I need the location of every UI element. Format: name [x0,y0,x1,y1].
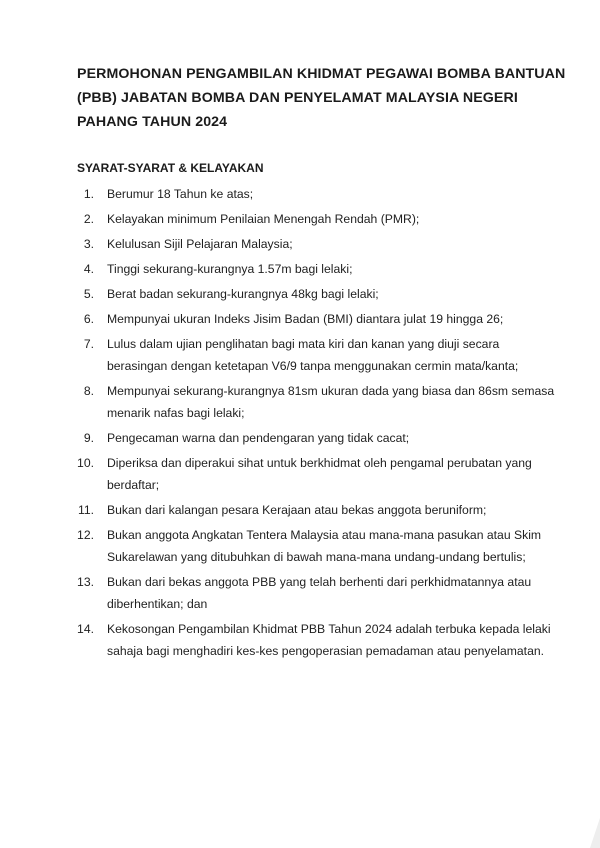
page-corner-mark [586,818,600,848]
requirement-text: sahaja bagi menghadiri kes-kes pengoperasian pemadaman atau penyelamatan. [107,644,545,658]
requirement-number: 13. [77,575,94,589]
requirement-number: 10. [77,456,94,470]
requirement-text: Bukan dari bekas anggota PBB yang telah berhenti dari perkhidmatannya atau [107,575,532,589]
requirement-text: Berumur 18 Tahun ke atas; [107,187,254,201]
requirement-text: menarik nafas bagi lelaki; [107,406,245,420]
requirement-text: diberhentikan; dan [107,597,208,611]
requirement-text: Diperiksa dan diperakui sihat untuk berkhidmat oleh pengamal perubatan yang [107,456,532,470]
requirement-text: Kelulusan Sijil Pelajaran Malaysia; [107,237,293,251]
requirement-number: 11. [77,503,94,517]
requirement-text: Kekosongan Pengambilan Khidmat PBB Tahun 2024 adalah terbuka kepada lelaki [107,622,551,636]
requirement-text: Berat badan sekurang-kurangnya 48kg bagi lelaki; [107,287,379,301]
requirement-number: 3. [83,237,94,251]
requirement-text: berasingan dengan ketetapan V6/9 tanpa menggunakan cermin mata/kanta; [107,359,519,373]
requirement-number: 2. [83,212,94,226]
requirement-text: Pengecaman warna dan pendengaran yang tidak cacat; [107,431,410,445]
requirement-number: 4. [83,262,94,276]
requirement-number: 9. [83,431,94,445]
requirement-number: 1. [83,187,94,201]
title-line: PERMOHONAN PENGAMBILAN KHIDMAT PEGAWAI BOMBA BANTUAN [77,66,566,82]
requirement-text: Bukan dari kalangan pesara Kerajaan atau bekas anggota beruniform; [107,503,487,517]
requirement-number: 14. [77,622,94,636]
requirement-text: berdaftar; [107,478,160,492]
requirement-text: Kelayakan minimum Penilaian Menengah Rendah (PMR); [107,212,420,226]
requirement-text: Mempunyai ukuran Indeks Jisim Badan (BMI) diantara julat 19 hingga 26; [107,312,504,326]
title-line: (PBB) JABATAN BOMBA DAN PENYELAMAT MALAYSIA NEGERI [77,90,518,106]
requirement-number: 6. [83,312,94,326]
section-heading: SYARAT-SYARAT & KELAYAKAN [77,161,264,175]
requirement-number: 5. [83,287,94,301]
requirement-text: Lulus dalam ujian penglihatan bagi mata kiri dan kanan yang diuji secara [107,337,500,351]
requirement-text: Mempunyai sekurang-kurangnya 81sm ukuran dada yang biasa dan 86sm semasa [107,384,555,398]
document-title [77,62,566,134]
requirement-number: 7. [83,337,94,351]
title-line: PAHANG TAHUN 2024 [77,114,228,130]
requirement-number: 8. [83,384,94,398]
requirement-text: Bukan anggota Angkatan Tentera Malaysia atau mana-mana pasukan atau Skim [107,528,542,542]
requirement-text: Sukarelawan yang ditubuhkan di bawah mana-mana undang-undang bertulis; [107,550,526,564]
requirement-number: 12. [77,528,94,542]
requirement-text: Tinggi sekurang-kurangnya 1.57m bagi lelaki; [107,262,353,276]
